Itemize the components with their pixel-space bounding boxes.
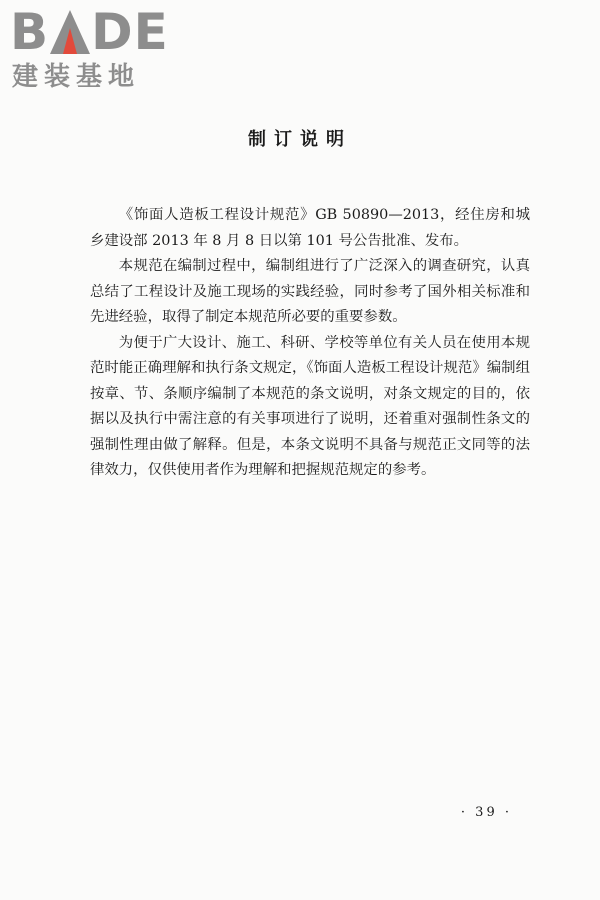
watermark-triangle-a-icon: [50, 10, 90, 54]
watermark-logo: [10, 3, 175, 96]
paragraph-2: 本规范在编制过程中，编制组进行了广泛深入的调查研究，认真总结了工程设计及施工现场的实践经验，同时参考了国外相关标准和先进经验，取得了制定本规范所必要的重要参数。: [90, 258, 530, 325]
watermark-letters: [10, 3, 169, 61]
page-number: · 39 ·: [460, 805, 512, 820]
paragraph-3: 为便于广大设计、施工、科研、学校等单位有关人员在使用本规范时能正确理解和执行条文规定，《饰面人造板工程设计规范》编制组按章、节、条顺序编制了本规范的条文说明，对条文规定的目的，依据以及执行中需注意的有关事项进行了说明，还着重对强制性条文的强制性理由做了解释。但是，本条文说明不具备与规范正文同等的法律效力，仅供使用者作为理解和把握规范规定的参考。: [90, 334, 530, 478]
watermark-letter-b: B: [10, 3, 50, 61]
watermark-subtitle: 建装基地: [12, 62, 141, 92]
page-title: 制订说明: [248, 129, 352, 150]
watermark-letters-de: DE: [91, 3, 169, 61]
paragraph-1: 《饰面人造板工程设计规范》GB 50890—2013，经住房和城乡建设部 2013 年 8 月 8 日以第 101 号公告批准、发布。: [90, 207, 530, 249]
document-body: [90, 203, 530, 484]
